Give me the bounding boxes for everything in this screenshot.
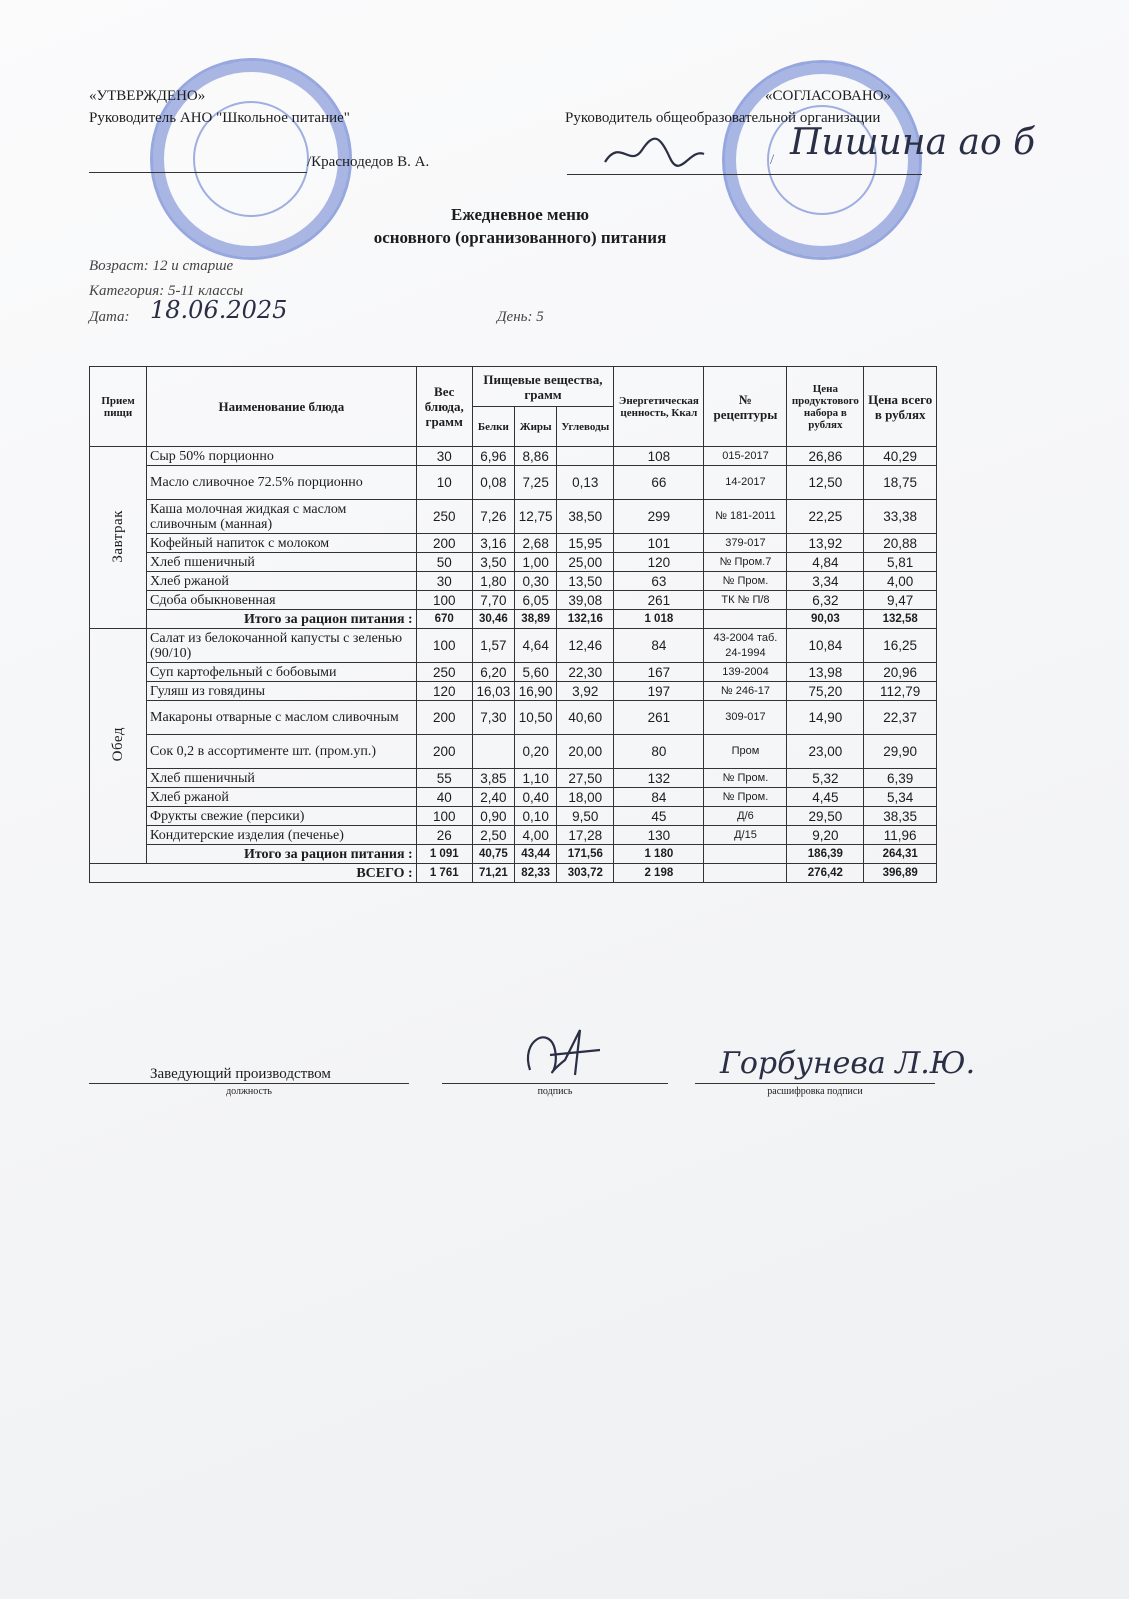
cell-f: 8,86 [515,447,557,466]
total-w: 670 [416,610,472,629]
cell-p: 2,40 [472,788,514,807]
header-weight: Вес блюда, грамм [416,367,472,447]
cell-f: 12,75 [515,500,557,534]
meal-breakfast-text: Завтрак [109,509,126,563]
cell-f: 1,10 [515,769,557,788]
cell-f: 4,00 [515,826,557,845]
table-row [90,663,937,682]
cell-c: 15,95 [557,534,614,553]
cell-w: 50 [416,553,472,572]
day-label: День: 5 [497,309,544,325]
cell-ps: 6,32 [787,591,864,610]
table-row [90,534,937,553]
dish-name: Сок 0,2 в ассортименте шт. (пром.уп.) [147,735,417,769]
date-handwritten: 18.06.2025 [150,296,288,324]
dish-name: Масло сливочное 72.5% порционно [147,466,417,500]
cell-ps: 5,32 [787,769,864,788]
table-row [90,553,937,572]
cell-ps: 23,00 [787,735,864,769]
table-row [90,629,937,663]
table-row [90,572,937,591]
cell-ps: 13,98 [787,663,864,682]
header-protein: Белки [472,407,514,447]
footer-signature-caption: подпись [537,1086,573,1097]
cell-pt: 112,79 [864,682,937,701]
dish-name: Макароны отварные с маслом сливочным [147,701,417,735]
total-ps: 90,03 [787,610,864,629]
cell-c: 38,50 [557,500,614,534]
dish-name: Хлеб ржаной [147,572,417,591]
cell-p: 0,90 [472,807,514,826]
cell-w: 200 [416,735,472,769]
total-ps: 186,39 [787,845,864,864]
cell-e: 63 [614,572,704,591]
cell-p: 1,57 [472,629,514,663]
footer-position-line [89,1083,409,1084]
header-recipe: № рецептуры [704,367,787,447]
table-row [90,769,937,788]
cell-f: 16,90 [515,682,557,701]
cell-r: 43-2004 таб. 24-1994 [704,629,787,663]
approved-name: /Краснодедов В. А. [307,154,430,170]
cell-e: 132 [614,769,704,788]
cell-e: 261 [614,701,704,735]
cell-r: 379-017 [704,534,787,553]
cell-e: 197 [614,682,704,701]
cell-p: 7,70 [472,591,514,610]
cell-r: Д/15 [704,826,787,845]
footer-position-caption: должность [226,1086,272,1097]
cell-pt: 5,81 [864,553,937,572]
table-row [90,447,937,466]
agreed-heading: «СОГЛАСОВАНО» [765,88,892,104]
cell-r: ТК № П/8 [704,591,787,610]
cell-f: 1,00 [515,553,557,572]
footer-handwritten-name: Горбунева Л.Ю. [720,1046,976,1081]
header-fat: Жиры [515,407,557,447]
header-price-set: Цена продуктового набора в рублях [787,367,864,447]
approved-role: Руководитель АНО "Школьное питание" [89,110,350,126]
age-label: Возраст: 12 и старше [89,258,234,274]
cell-e: 261 [614,591,704,610]
header-energy: Энергетическая ценность, Ккал [614,367,704,447]
cell-w: 40 [416,788,472,807]
meal-lunch [90,629,147,864]
total-f: 82,33 [515,864,557,883]
cell-p: 3,16 [472,534,514,553]
header-meal: Прием пищи [90,367,147,447]
cell-c: 40,60 [557,701,614,735]
cell-c: 25,00 [557,553,614,572]
dish-name: Кофейный напиток с молоком [147,534,417,553]
cell-pt: 33,38 [864,500,937,534]
cell-e: 108 [614,447,704,466]
cell-w: 200 [416,534,472,553]
approved-heading: «УТВЕРЖДЕНО» [89,88,206,104]
total-c: 132,16 [557,610,614,629]
cell-w: 250 [416,663,472,682]
total-p: 71,21 [472,864,514,883]
cell-f: 2,68 [515,534,557,553]
cell-p: 3,85 [472,769,514,788]
cell-pt: 29,90 [864,735,937,769]
cell-ps: 3,34 [787,572,864,591]
cell-pt: 40,29 [864,447,937,466]
cell-ps: 4,45 [787,788,864,807]
table-row [90,591,937,610]
cell-r: Д/6 [704,807,787,826]
cell-ps: 26,86 [787,447,864,466]
cell-c: 13,50 [557,572,614,591]
cell-c: 22,30 [557,663,614,682]
footer-signature-scribble [510,1020,610,1090]
cell-pt: 38,35 [864,807,937,826]
cell-p: 2,50 [472,826,514,845]
cell-pt: 18,75 [864,466,937,500]
cell-pt: 20,96 [864,663,937,682]
date-label: Дата: [89,309,130,325]
cell-c: 39,08 [557,591,614,610]
cell-p: 6,20 [472,663,514,682]
cell-c: 27,50 [557,769,614,788]
cell-pt: 16,25 [864,629,937,663]
cell-ps: 14,90 [787,701,864,735]
cell-w: 100 [416,591,472,610]
cell-c: 18,00 [557,788,614,807]
dish-name: Хлеб пшеничный [147,769,417,788]
table-row [90,735,937,769]
dish-name: Хлеб пшеничный [147,553,417,572]
table-row [90,788,937,807]
meal-breakfast [90,447,147,629]
total-c: 171,56 [557,845,614,864]
table-row [90,701,937,735]
cell-w: 100 [416,807,472,826]
total-w: 1 091 [416,845,472,864]
agreed-slash: / [770,152,775,168]
agreed-role: Руководитель общеобразовательной организации [565,110,881,126]
cell-f: 0,10 [515,807,557,826]
total-ps: 276,42 [787,864,864,883]
document-title-line1: Ежедневное меню [451,205,589,224]
agreed-handwritten-name: Пишина ао б [790,122,1036,163]
cell-f: 10,50 [515,701,557,735]
cell-e: 299 [614,500,704,534]
table-row [90,826,937,845]
total-r [704,610,787,629]
cell-ps: 22,25 [787,500,864,534]
dish-name: Гуляш из говядины [147,682,417,701]
dish-name: Суп картофельный с бобовыми [147,663,417,682]
meal-lunch-text: Обед [109,727,126,762]
cell-r: 14-2017 [704,466,787,500]
dish-name: Сыр 50% порционно [147,447,417,466]
cell-f: 5,60 [515,663,557,682]
total-pt: 396,89 [864,864,937,883]
cell-w: 250 [416,500,472,534]
cell-r: № Пром. [704,572,787,591]
cell-w: 55 [416,769,472,788]
table-row [90,466,937,500]
cell-ps: 9,20 [787,826,864,845]
cell-ps: 75,20 [787,682,864,701]
cell-f: 0,30 [515,572,557,591]
cell-p: 3,50 [472,553,514,572]
total-label: Итого за рацион питания : [147,845,417,864]
cell-r: № 181-2011 [704,500,787,534]
cell-p: 7,26 [472,500,514,534]
cell-ps: 29,50 [787,807,864,826]
cell-e: 167 [614,663,704,682]
total-f: 38,89 [515,610,557,629]
cell-p: 7,30 [472,701,514,735]
total-e: 1 180 [614,845,704,864]
dish-name: Каша молочная жидкая с маслом сливочным (манная) [147,500,417,534]
cell-pt: 9,47 [864,591,937,610]
total-p: 40,75 [472,845,514,864]
cell-f: 6,05 [515,591,557,610]
cell-c: 17,28 [557,826,614,845]
cell-e: 66 [614,466,704,500]
total-pt: 264,31 [864,845,937,864]
approved-signature-line [89,172,307,173]
dish-name: Салат из белокочанной капусты с зеленью (90/10) [147,629,417,663]
cell-ps: 13,92 [787,534,864,553]
total-row [90,864,937,883]
total-label: ВСЕГО : [90,864,417,883]
cell-f: 4,64 [515,629,557,663]
cell-pt: 11,96 [864,826,937,845]
cell-p: 1,80 [472,572,514,591]
menu-table [89,366,937,883]
total-row [90,610,937,629]
cell-pt: 22,37 [864,701,937,735]
cell-r: 015-2017 [704,447,787,466]
agreed-signature-scribble [600,128,710,176]
cell-w: 200 [416,701,472,735]
cell-ps: 10,84 [787,629,864,663]
cell-w: 100 [416,629,472,663]
cell-p: 6,96 [472,447,514,466]
header-nutrients: Пищевые вещества, грамм [472,367,614,407]
cell-w: 30 [416,572,472,591]
dish-name: Кондитерские изделия (печенье) [147,826,417,845]
cell-c: 0,13 [557,466,614,500]
cell-r: Пром [704,735,787,769]
cell-c: 20,00 [557,735,614,769]
cell-p: 16,03 [472,682,514,701]
footer-position: Заведующий производством [150,1066,331,1082]
cell-c: 3,92 [557,682,614,701]
cell-pt: 4,00 [864,572,937,591]
cell-c [557,447,614,466]
total-label: Итого за рацион питания : [147,610,417,629]
cell-p: 0,08 [472,466,514,500]
total-row [90,845,937,864]
cell-e: 120 [614,553,704,572]
cell-f: 7,25 [515,466,557,500]
footer-decode-caption: расшифровка подписи [767,1086,863,1097]
cell-e: 45 [614,807,704,826]
cell-r: № Пром. [704,769,787,788]
cell-w: 30 [416,447,472,466]
cell-e: 101 [614,534,704,553]
header-carbs: Углеводы [557,407,614,447]
cell-r: № 246-17 [704,682,787,701]
table-row [90,807,937,826]
cell-r: № Пром. [704,788,787,807]
total-r [704,845,787,864]
cell-e: 130 [614,826,704,845]
cell-pt: 6,39 [864,769,937,788]
cell-c: 9,50 [557,807,614,826]
footer-decode-line [695,1083,935,1084]
dish-name: Сдоба обыкновенная [147,591,417,610]
total-f: 43,44 [515,845,557,864]
cell-ps: 4,84 [787,553,864,572]
cell-f: 0,40 [515,788,557,807]
cell-w: 10 [416,466,472,500]
document-title-line2: основного (организованного) питания [373,228,667,247]
total-e: 2 198 [614,864,704,883]
table-row [90,500,937,534]
cell-w: 26 [416,826,472,845]
table-row [90,682,937,701]
dish-name: Фрукты свежие (персики) [147,807,417,826]
header-price-total: Цена всего в рублях [864,367,937,447]
cell-e: 84 [614,629,704,663]
total-r [704,864,787,883]
total-e: 1 018 [614,610,704,629]
cell-r: № Пром.7 [704,553,787,572]
cell-e: 84 [614,788,704,807]
cell-r: 309-017 [704,701,787,735]
dish-name: Хлеб ржаной [147,788,417,807]
total-w: 1 761 [416,864,472,883]
total-pt: 132,58 [864,610,937,629]
cell-p [472,735,514,769]
total-c: 303,72 [557,864,614,883]
cell-w: 120 [416,682,472,701]
cell-f: 0,20 [515,735,557,769]
header-dish: Наименование блюда [147,367,417,447]
cell-pt: 20,88 [864,534,937,553]
cell-c: 12,46 [557,629,614,663]
cell-e: 80 [614,735,704,769]
cell-pt: 5,34 [864,788,937,807]
category-label: Категория: 5-11 классы [89,283,244,299]
total-p: 30,46 [472,610,514,629]
footer-signature-line [442,1083,668,1084]
cell-r: 139-2004 [704,663,787,682]
cell-ps: 12,50 [787,466,864,500]
